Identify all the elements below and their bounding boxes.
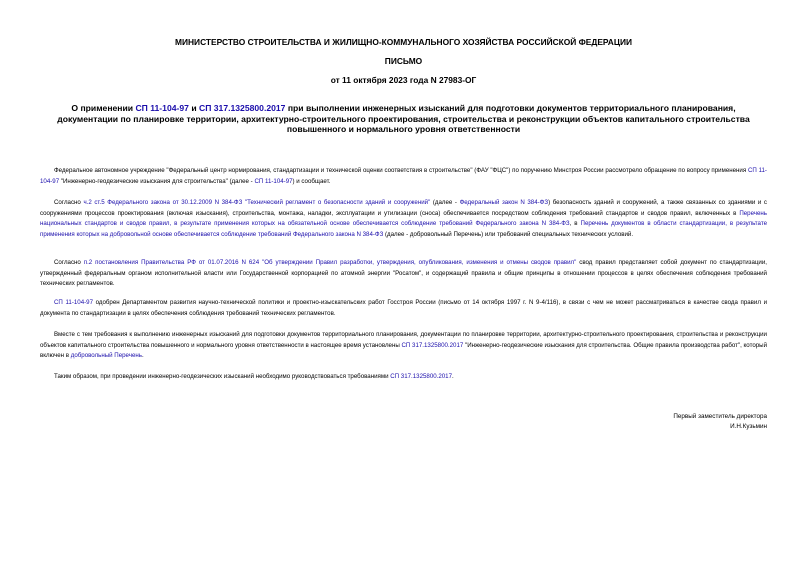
paragraph-text: "Инженерно-геодезические изыскания для строительства. Общие правила производства работ", который включен в <box>40 341 767 359</box>
document-date-number: от 11 октября 2023 года N 27983-ОГ <box>330 75 477 85</box>
paragraph-text: (далее - <box>430 199 460 206</box>
link-government-decree-624[interactable]: п.2 постановления Правительства РФ от 01.07.2016 N 624 "Об утверждении Правил разработки, утверждения, опубликования, изменения и отмены сводов правил" <box>83 259 577 266</box>
link-sp-11-104-97[interactable]: СП 11-104-97 <box>40 167 767 185</box>
document-type: ПИСЬМО <box>384 56 423 66</box>
signature-name: И.Н.Кузьмин <box>730 423 767 430</box>
paragraph-text: ) безопасность зданий и сооружений, а также связанных со зданиями и с сооружениями процессов проектирования (включая изыскания), строительства, монтажа, наладки, эксплуатации и утилизации (сноса) обеспечивается посредством соблюдения требований стандартов и сводов правил, включенных в <box>40 199 767 217</box>
link-federal-law-384-short[interactable]: Федеральный закон N 384-ФЗ <box>459 199 549 206</box>
link-sp-317[interactable]: СП 317.1325800.2017 <box>390 373 453 380</box>
paragraph-text: . <box>141 352 144 359</box>
link-mandatory-list[interactable]: Перечень национальных стандартов и сводов правил, в результате применения которых на обязательной основе обеспечивается соблюдение требований Федерального закона N 384-ФЗ <box>40 209 767 227</box>
paragraph-3 <box>40 258 767 290</box>
paragraph-text: . <box>452 373 454 380</box>
title-text: и <box>188 103 199 113</box>
paragraph-text: Согласно <box>54 199 84 206</box>
signature-position: Первый заместитель директора <box>673 413 767 420</box>
paragraph-text: Федеральное автономное учреждение "Федеральный центр нормирования, стандартизации и технической оценки соответствия в строительстве" (ФАУ "ФЦС") по поручению Минстроя России рассмотрело обращение по вопросу применения <box>54 167 748 174</box>
link-federal-law-384[interactable]: ч.2 ст.5 Федерального закона от 30.12.2009 N 384-ФЗ "Технический регламент о безопасности зданий и сооружений" <box>83 199 431 206</box>
paragraph-text: "Инженерно-геодезические изыскания для строительства" (далее - <box>59 177 255 185</box>
paragraph-text: одобрен Департаментом развития научно-технической политики и проектно-изыскательских работ Госстроя России (письмо от 14 октября 1997 г. N 9-4/116), в связи с чем не может рассматриваться в качестве свода правил и документа по стандартизации в целях обеспечения соблюдения требований технических регламентов. <box>40 299 767 317</box>
paragraph-text: (далее - добровольный Перечень) или требований специальных технических условий. <box>383 230 634 238</box>
paragraph-text: ) и сообщает. <box>292 177 331 185</box>
paragraph-text: Таким образом, при проведении инженерно-геодезических изысканий необходимо руководствоваться требованиями <box>54 373 391 380</box>
link-sp-317[interactable]: СП 317.1325800.2017 <box>199 103 286 113</box>
paragraph-2 <box>40 198 767 240</box>
paragraph-text: свод правил представляет собой документ по стандартизации, утвержденный федеральным органом исполнительной власти или Государственной корпорацией по атомной энергии "Росатом", и содержащий правила и общие принципы в отношении процессов в целях обеспечения соблюдения требований технических регламентов. <box>40 259 767 287</box>
paragraph-1 <box>40 166 767 187</box>
title-text: О применении <box>71 103 136 113</box>
link-sp-317[interactable]: СП 317.1325800.2017 <box>401 341 464 349</box>
document-title <box>40 103 767 135</box>
paragraph-4 <box>40 298 767 319</box>
link-sp-11-104-97[interactable]: СП 11-104-97 <box>54 299 94 306</box>
link-sp-11-104-97[interactable]: СП 11-104-97 <box>135 103 189 113</box>
title-text: при выполнении инженерных изысканий для подготовки документов территориального планирования, документации по планировке территории, архитектурно-строительного проектирования, строительства и реконструкции объектов капитального строительства повышенного и нормального уровня ответственности <box>57 103 750 135</box>
link-voluntary-list[interactable]: добровольный Перечень <box>70 352 142 359</box>
paragraph-text: Вместе с тем требования к выполнению инженерных изысканий для подготовки документов территориального планирования, документации по планировке территории, архитектурно-строительного проектирования, строительства и реконструкции объектов капитального строительства повышенного и нормального уровня ответственности в настоящее время установлены <box>40 331 767 349</box>
link-voluntary-list[interactable]: Перечень документов в области стандартизации, в результате применения которых на добровольной основе обеспечивается соблюдение требований Федерального закона N 384-ФЗ <box>40 220 767 238</box>
paragraph-text: Согласно <box>54 259 84 266</box>
paragraph-text: , в <box>569 220 581 227</box>
paragraph-6 <box>40 372 767 383</box>
ministry-heading: МИНИСТЕРСТВО СТРОИТЕЛЬСТВА И ЖИЛИЩНО-КОММУНАЛЬНОГО ХОЗЯЙСТВА РОССИЙСКОЙ ФЕДЕРАЦИИ <box>175 37 632 47</box>
paragraph-5 <box>40 330 767 362</box>
link-sp-11-104-97[interactable]: СП 11-104-97 <box>254 177 293 185</box>
